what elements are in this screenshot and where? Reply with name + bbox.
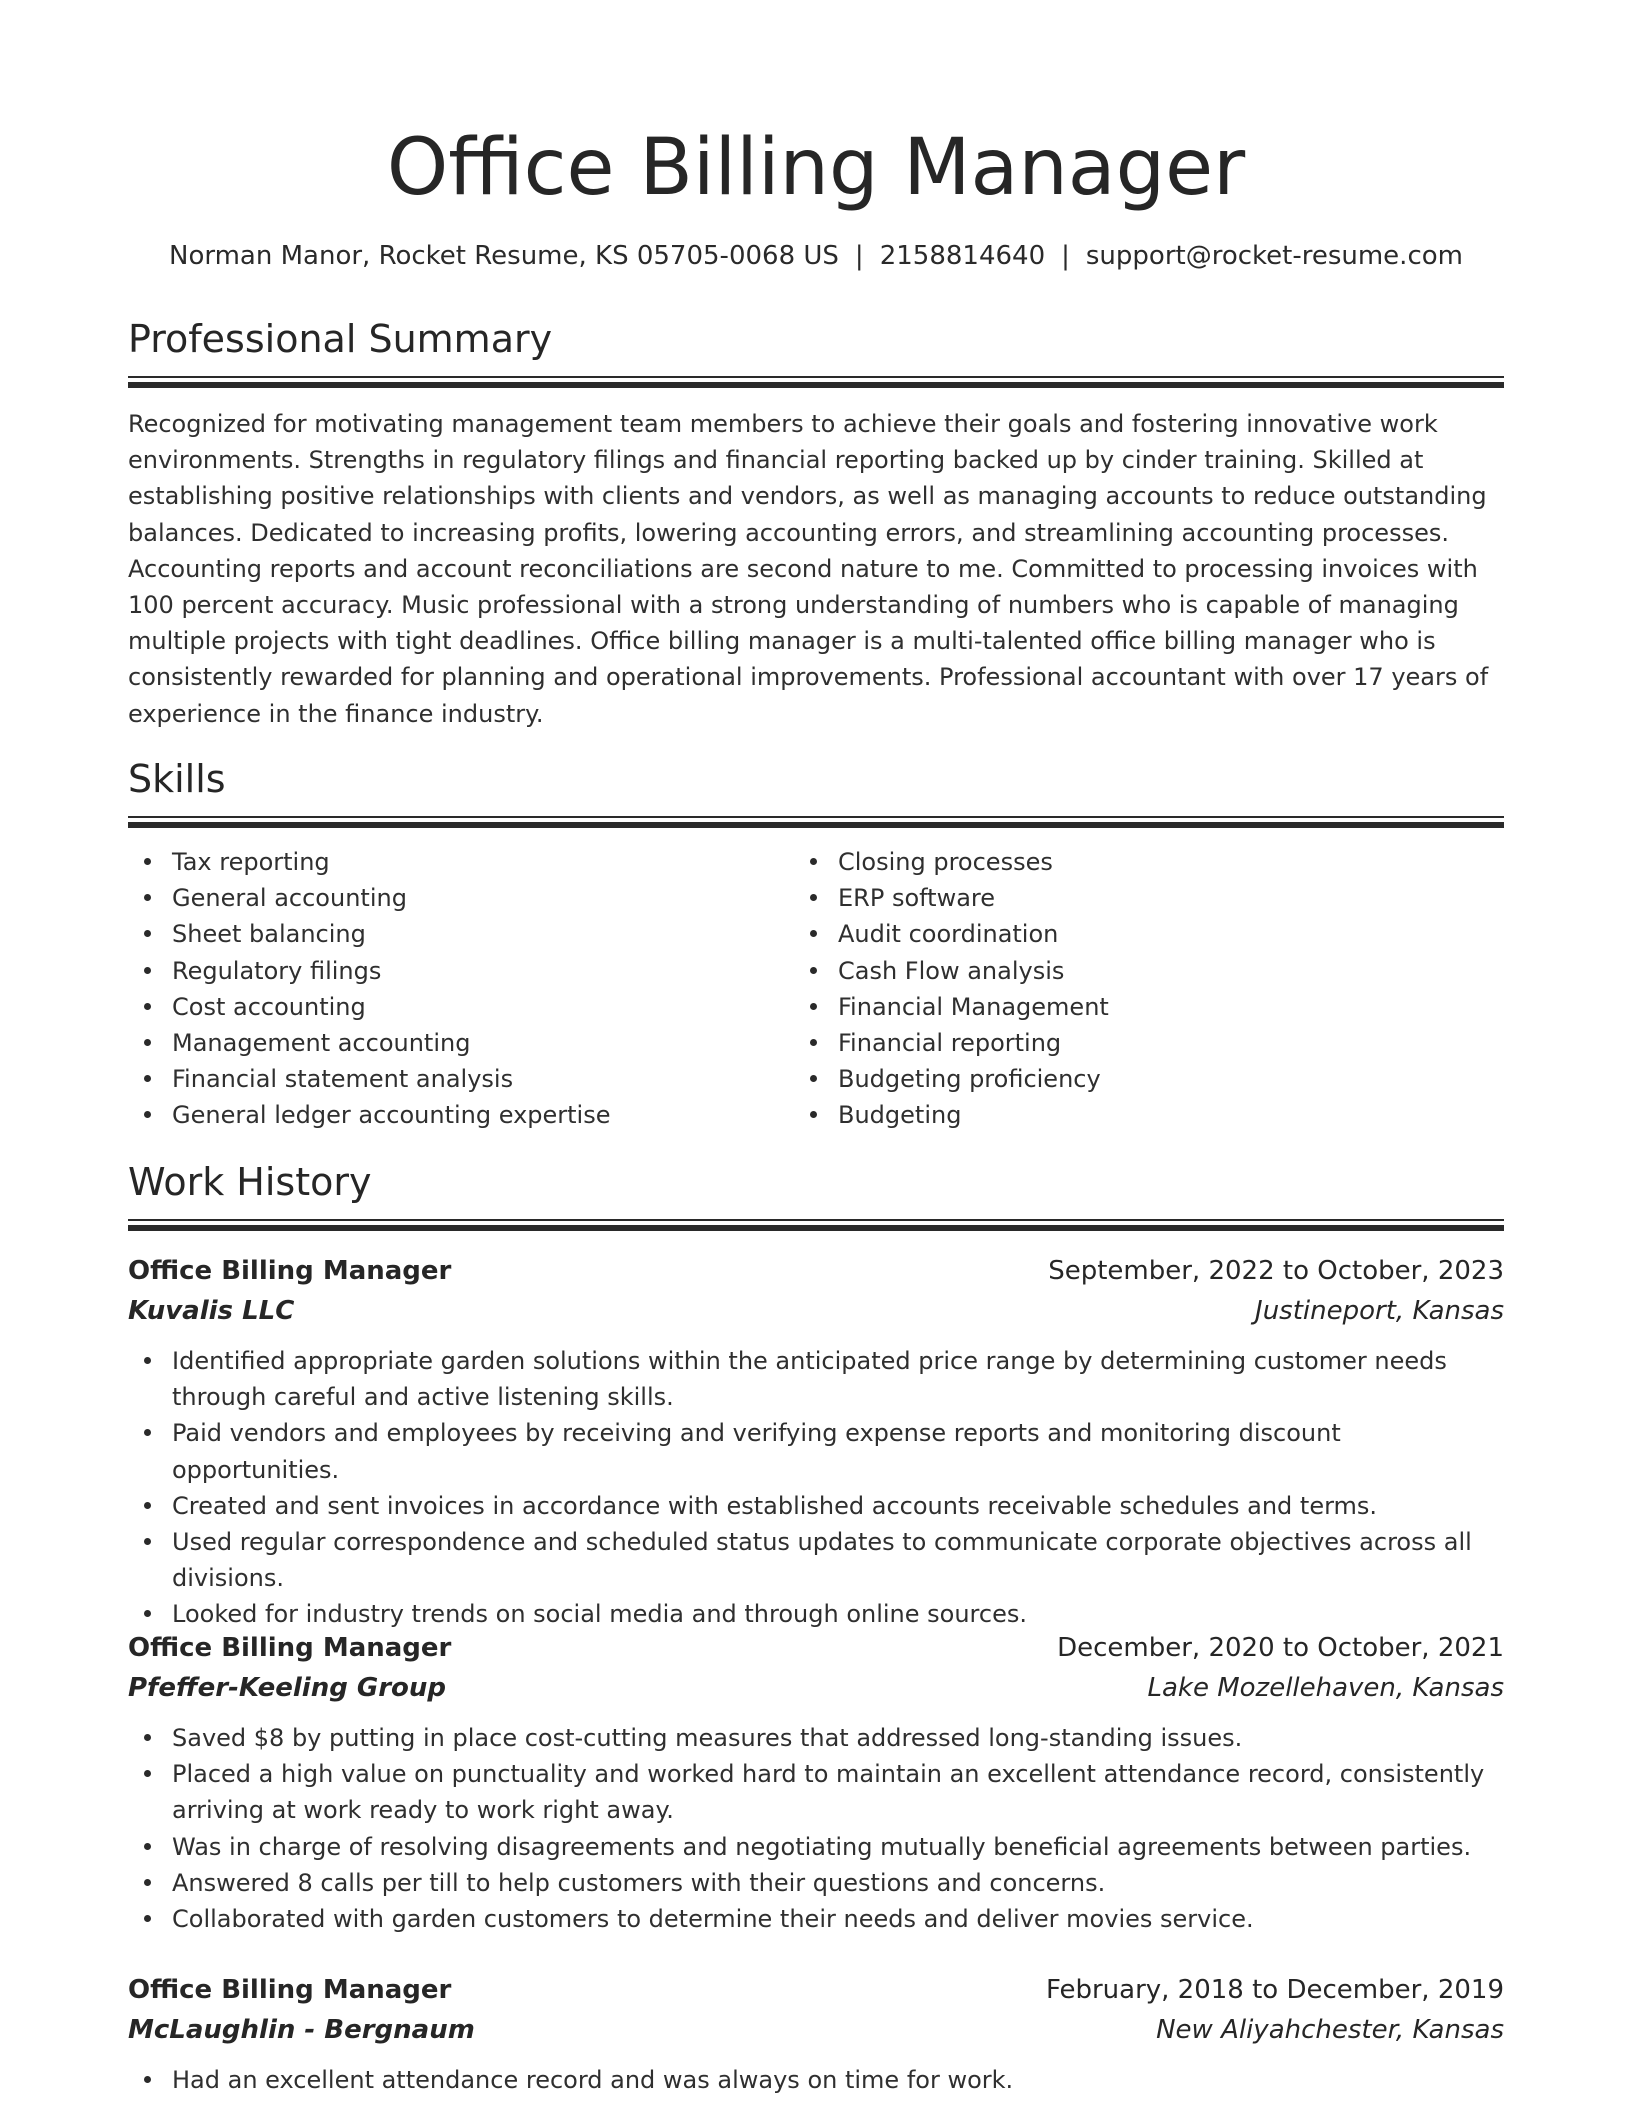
skill-item: Financial Management (838, 989, 1504, 1025)
contact-email[interactable]: support@rocket-resume.com (1085, 241, 1463, 271)
job-entry (128, 1970, 1504, 2098)
job-bullet: Created and sent invoices in accordance with established accounts receivable schedules and terms. (172, 1488, 1504, 1524)
summary-heading: Professional Summary (128, 317, 553, 361)
job-location: New Aliyahchester, Kansas (1156, 2015, 1504, 2045)
skill-item: Cost accounting (172, 989, 838, 1025)
job-company: Kuvalis LLC (128, 1296, 295, 1326)
job-bullets (128, 1720, 1504, 1937)
resume-title: Office Billing Manager (386, 123, 1246, 213)
job-bullet: Paid vendors and employees by receiving and verifying expense reports and monitoring discount opportunities. (172, 1415, 1504, 1487)
job-bullet: Identified appropriate garden solutions within the anticipated price range by determining customer needs through careful and active listening skills. (172, 1343, 1504, 1415)
job-company: McLaughlin - Bergnaum (128, 2015, 475, 2045)
job-company: Pfeffer-Keeling Group (128, 1673, 447, 1703)
work-history-heading: Work History (128, 1160, 372, 1204)
job-title: Office Billing Manager (128, 1256, 452, 1286)
skill-item: Closing processes (838, 844, 1504, 880)
skill-item: Regulatory filings (172, 953, 838, 989)
job-bullet: Was in charge of resolving disagreements and negotiating mutually beneficial agreements between parties. (172, 1829, 1504, 1865)
job-header (128, 1970, 1504, 2010)
section-divider (128, 1219, 1504, 1231)
job-entry (128, 1628, 1504, 1937)
job-bullet: Saved $8 by putting in place cost-cutting measures that addressed long-standing issues. (172, 1720, 1504, 1756)
job-location: Justineport, Kansas (1255, 1296, 1504, 1326)
job-header (128, 1251, 1504, 1291)
skills-section (128, 754, 1504, 1134)
skills-grid (128, 844, 1504, 1134)
job-bullet: Answered 8 calls per till to help customers with their questions and concerns. (172, 1865, 1504, 1901)
skills-column-left (128, 844, 838, 1134)
job-entry (128, 1251, 1504, 1633)
skill-item: General accounting (172, 880, 838, 916)
job-bullet: Placed a high value on punctuality and worked hard to maintain an excellent attendance record, consistently arriving at work ready to work right away. (172, 1756, 1504, 1828)
contact-separator: | (854, 241, 864, 271)
summary-section (128, 314, 1504, 732)
job-title: Office Billing Manager (128, 1975, 452, 2005)
skill-item: Financial reporting (838, 1025, 1504, 1061)
skill-item: Management accounting (172, 1025, 838, 1061)
job-bullets (128, 1343, 1504, 1633)
section-divider (128, 816, 1504, 828)
job-bullet: Used regular correspondence and scheduled status updates to communicate corporate objectives across all divisions. (172, 1524, 1504, 1596)
skill-item: ERP software (838, 880, 1504, 916)
contact-separator: | (1061, 241, 1070, 271)
job-bullet: Collaborated with garden customers to determine their needs and deliver movies service. (172, 1901, 1504, 1937)
contact-phone: 2158814640 (879, 241, 1046, 271)
job-bullet: Looked for industry trends on social media and through online sources. (172, 1596, 1504, 1632)
contact-address: Norman Manor, Rocket Resume, KS 05705-0068 US (169, 241, 839, 271)
job-dates: December, 2020 to October, 2021 (1057, 1633, 1504, 1663)
skills-column-right (838, 844, 1504, 1134)
job-subheader (128, 1291, 1504, 1331)
job-dates: September, 2022 to October, 2023 (1048, 1256, 1504, 1286)
job-location: Lake Mozellehaven, Kansas (1147, 1673, 1504, 1703)
job-subheader (128, 2010, 1504, 2050)
skill-item: Sheet balancing (172, 916, 838, 952)
skill-item: Budgeting proficiency (838, 1061, 1504, 1097)
skill-item: Audit coordination (838, 916, 1504, 952)
job-subheader (128, 1668, 1504, 1708)
contact-line (128, 238, 1504, 274)
summary-text: Recognized for motivating management team members to achieve their goals and fostering innovative work environments. Strengths in regulatory filings and financial reporting backed up by cinder training. Skilled at establishing positive relationships with clients and vendors, as well as managing accounts to reduce outstanding balances. Dedicated to increasing profits, lowering accounting errors, and streamlining accounting processes. Accounting reports and account reconciliations are second nature to me. Committed to processing invoices with 100 percent accuracy. Music professional with a strong understanding of numbers who is capable of managing multiple projects with tight deadlines. Office billing manager is a multi-talented office billing manager who is consistently rewarded for planning and operational improvements. Professional accountant with over 17 years of experience in the finance industry. (128, 410, 1489, 728)
job-dates: February, 2018 to December, 2019 (1045, 1975, 1504, 2005)
skill-item: Budgeting (838, 1097, 1504, 1133)
skill-item: Cash Flow analysis (838, 953, 1504, 989)
section-divider (128, 376, 1504, 388)
job-bullet: Had an excellent attendance record and was always on time for work. (172, 2062, 1504, 2098)
job-bullets (128, 2062, 1504, 2098)
job-title: Office Billing Manager (128, 1633, 452, 1663)
job-header (128, 1628, 1504, 1668)
skills-heading: Skills (128, 757, 226, 801)
skill-item: Financial statement analysis (172, 1061, 838, 1097)
work-history-section (128, 1157, 1504, 1231)
skill-item: General ledger accounting expertise (172, 1097, 838, 1133)
skill-item: Tax reporting (172, 844, 838, 880)
